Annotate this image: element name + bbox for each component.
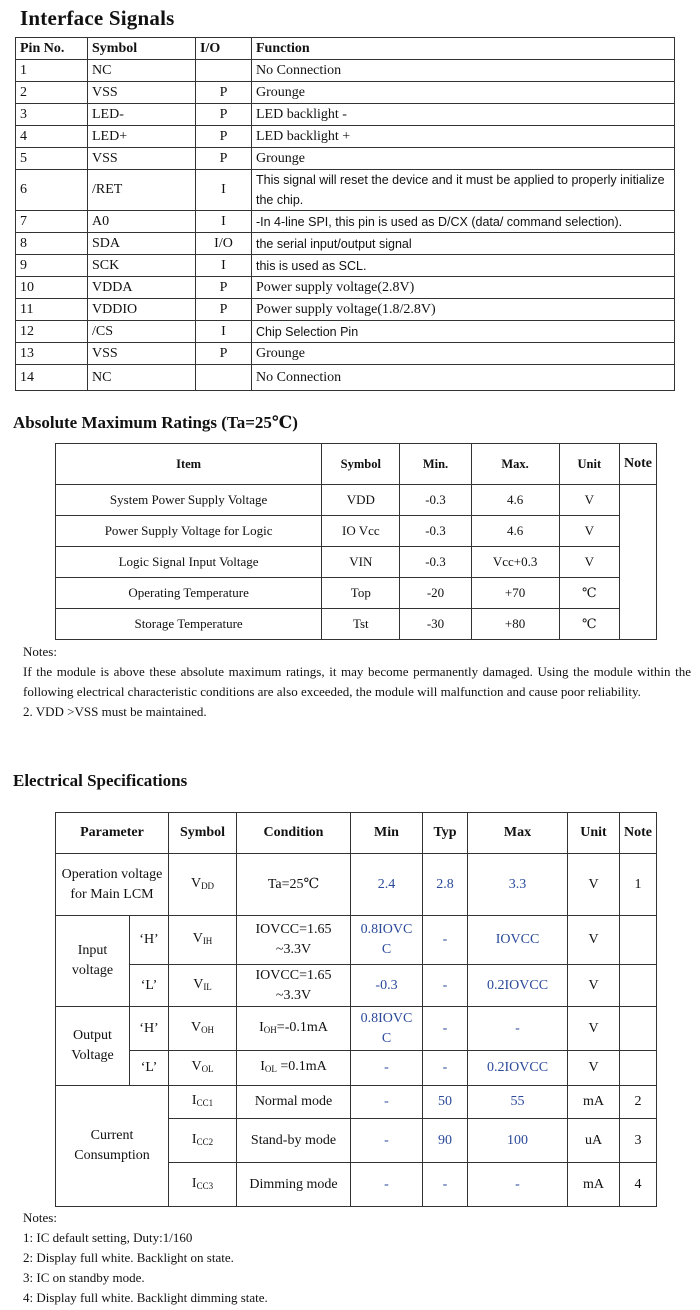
level-tag: ‘L’ bbox=[130, 1051, 169, 1086]
io-cell bbox=[196, 60, 252, 82]
note-cell bbox=[620, 1051, 657, 1086]
col-header-max: Max. bbox=[471, 444, 559, 485]
max-cell: 0.2IOVCC bbox=[468, 965, 568, 1007]
io-cell: I bbox=[196, 211, 252, 233]
min-cell: -0.3 bbox=[351, 965, 423, 1007]
condition-cell: $I_{OH}=-0.1mA$ bbox=[237, 1007, 351, 1051]
io-cell: P bbox=[196, 104, 252, 126]
unit-cell: mA bbox=[568, 1086, 620, 1119]
level-tag: ‘H’ bbox=[130, 916, 169, 965]
min-cell: - bbox=[351, 1163, 423, 1207]
pin-cell: 11 bbox=[16, 299, 88, 321]
table-header-row bbox=[56, 813, 657, 854]
min-cell: - bbox=[351, 1051, 423, 1086]
table-row bbox=[16, 233, 675, 255]
function-cell: Grounge bbox=[252, 343, 675, 365]
symbol-cell: SCK bbox=[88, 255, 196, 277]
condition-cell: Stand-by mode bbox=[237, 1119, 351, 1163]
symbol-cell: Top bbox=[322, 578, 400, 609]
io-cell: P bbox=[196, 82, 252, 104]
io-cell: I bbox=[196, 321, 252, 343]
electrical-specs-title: Electrical Specifications bbox=[13, 771, 188, 790]
function-cell: this is used as SCL. bbox=[252, 255, 675, 277]
typ-cell: - bbox=[423, 965, 468, 1007]
condition-cell: $I_{OL} =0.1mA$ bbox=[237, 1051, 351, 1086]
function-cell: LED backlight + bbox=[252, 126, 675, 148]
function-cell: This signal will reset the device and it must be applied to properly initialize the chip. bbox=[252, 170, 675, 211]
function-cell: -In 4-line SPI, this pin is used as D/CX (data/ command selection). bbox=[252, 211, 675, 233]
function-cell: the serial input/output signal bbox=[252, 233, 675, 255]
symbol-cell: $V_{IL}$ bbox=[169, 965, 237, 1007]
table-row-operation bbox=[56, 854, 657, 916]
typ-cell: - bbox=[423, 1007, 468, 1051]
symbol-cell: $I_{CC2}$ bbox=[169, 1119, 237, 1163]
level-tag: ‘L’ bbox=[130, 965, 169, 1007]
unit-cell: V bbox=[559, 516, 619, 547]
unit-cell: V bbox=[568, 916, 620, 965]
col-header-unit: Unit bbox=[559, 444, 619, 485]
unit-cell: ℃ bbox=[559, 578, 619, 609]
pin-cell: 13 bbox=[16, 343, 88, 365]
col-header-io: I/O bbox=[196, 38, 252, 60]
min-cell: - bbox=[351, 1086, 423, 1119]
col-header-symbol: Symbol bbox=[322, 444, 400, 485]
interface-signals-title: Interface Signals bbox=[20, 6, 175, 30]
max-cell: +80 bbox=[471, 609, 559, 640]
symbol-cell: VSS bbox=[88, 82, 196, 104]
io-cell: P bbox=[196, 299, 252, 321]
note-cell: 3 bbox=[620, 1119, 657, 1163]
note-text: 4: Display full white. Backlight dimming state. bbox=[23, 1290, 268, 1305]
condition-cell: Dimming mode bbox=[237, 1163, 351, 1207]
max-cell: 55 bbox=[468, 1086, 568, 1119]
symbol-cell: NC bbox=[88, 365, 196, 391]
note-cell bbox=[620, 965, 657, 1007]
function-cell: Chip Selection Pin bbox=[252, 321, 675, 343]
min-cell: 2.4 bbox=[351, 854, 423, 916]
item-cell: Power Supply Voltage for Logic bbox=[56, 516, 322, 547]
max-cell: +70 bbox=[471, 578, 559, 609]
symbol-cell: VSS bbox=[88, 343, 196, 365]
pin-cell: 8 bbox=[16, 233, 88, 255]
symbol-cell: VDD bbox=[322, 485, 400, 516]
table-row bbox=[16, 321, 675, 343]
symbol-cell: SDA bbox=[88, 233, 196, 255]
param-current-consumption: Current Consumption bbox=[56, 1086, 169, 1207]
max-cell: 0.2IOVCC bbox=[468, 1051, 568, 1086]
table-header-row bbox=[56, 444, 657, 485]
param-output-voltage: Output Voltage bbox=[56, 1007, 130, 1086]
col-header-unit: Unit bbox=[568, 813, 620, 854]
pin-cell: 5 bbox=[16, 148, 88, 170]
symbol-cell: IO Vcc bbox=[322, 516, 400, 547]
electrical-specs-table bbox=[55, 812, 657, 1207]
table-row-input-h bbox=[56, 916, 657, 965]
function-cell: Grounge bbox=[252, 148, 675, 170]
note-text: If the module is above these absolute maximum ratings, it may become permanently damaged. Using the module within the following electrical characteristic conditions are also exceeded, the module will malfunction and cause poor reliability. bbox=[23, 664, 691, 699]
item-cell: Logic Signal Input Voltage bbox=[56, 547, 322, 578]
note-cell bbox=[620, 485, 657, 640]
note-cell: 4 bbox=[620, 1163, 657, 1207]
condition-cell: Ta=25℃ bbox=[237, 854, 351, 916]
max-cell: - bbox=[468, 1007, 568, 1051]
level-tag: ‘H’ bbox=[130, 1007, 169, 1051]
note-cell bbox=[620, 916, 657, 965]
symbol-cell: /CS bbox=[88, 321, 196, 343]
note-cell: 1 bbox=[620, 854, 657, 916]
condition-cell: IOVCC=1.65 ~3.3V bbox=[237, 916, 351, 965]
min-cell: 0.8IOVC C bbox=[351, 916, 423, 965]
max-cell: 4.6 bbox=[471, 485, 559, 516]
note-text: 2: Display full white. Backlight on state. bbox=[23, 1250, 234, 1265]
function-cell: LED backlight - bbox=[252, 104, 675, 126]
max-cell: Vcc+0.3 bbox=[471, 547, 559, 578]
min-cell: -20 bbox=[400, 578, 471, 609]
io-cell: I bbox=[196, 255, 252, 277]
symbol-cell: $V_{IH}$ bbox=[169, 916, 237, 965]
io-cell: P bbox=[196, 126, 252, 148]
io-cell bbox=[196, 365, 252, 391]
condition-cell: IOVCC=1.65 ~3.3V bbox=[237, 965, 351, 1007]
table-row bbox=[16, 365, 675, 391]
unit-cell: V bbox=[568, 1007, 620, 1051]
col-header-symbol: Symbol bbox=[88, 38, 196, 60]
unit-cell: V bbox=[568, 854, 620, 916]
symbol-cell: /RET bbox=[88, 170, 196, 211]
unit-cell: V bbox=[559, 547, 619, 578]
io-cell: P bbox=[196, 343, 252, 365]
note-text: 1: IC default setting, Duty:1/160 bbox=[23, 1230, 193, 1245]
min-cell: -0.3 bbox=[400, 485, 471, 516]
abs-max-table bbox=[55, 443, 657, 640]
col-header-symbol: Symbol bbox=[169, 813, 237, 854]
col-header-condition: Condition bbox=[237, 813, 351, 854]
table-row bbox=[16, 170, 675, 211]
typ-cell: 90 bbox=[423, 1119, 468, 1163]
table-row bbox=[16, 255, 675, 277]
typ-cell: 2.8 bbox=[423, 854, 468, 916]
function-cell: Power supply voltage(2.8V) bbox=[252, 277, 675, 299]
min-cell: - bbox=[351, 1119, 423, 1163]
symbol-cell: LED+ bbox=[88, 126, 196, 148]
unit-cell: uA bbox=[568, 1119, 620, 1163]
note-cell: 2 bbox=[620, 1086, 657, 1119]
max-cell: 4.6 bbox=[471, 516, 559, 547]
symbol-cell: $V_{OH}$ bbox=[169, 1007, 237, 1051]
symbol-cell: LED- bbox=[88, 104, 196, 126]
abs-max-title: Absolute Maximum Ratings (Ta=25℃) bbox=[13, 413, 298, 432]
typ-cell: - bbox=[423, 1163, 468, 1207]
table-row bbox=[56, 516, 657, 547]
notes-label: Notes: bbox=[23, 1210, 57, 1225]
function-cell: No Connection bbox=[252, 365, 675, 391]
max-cell: 100 bbox=[468, 1119, 568, 1163]
io-cell: P bbox=[196, 277, 252, 299]
col-header-item: Item bbox=[56, 444, 322, 485]
note-cell bbox=[620, 1007, 657, 1051]
symbol-cell: $V_{DD}$ bbox=[169, 854, 237, 916]
typ-cell: - bbox=[423, 1051, 468, 1086]
pin-cell: 7 bbox=[16, 211, 88, 233]
pin-cell: 2 bbox=[16, 82, 88, 104]
item-cell: Operating Temperature bbox=[56, 578, 322, 609]
col-header-parameter: Parameter bbox=[56, 813, 169, 854]
param-input-voltage: Input voltage bbox=[56, 916, 130, 1007]
symbol-cell: $V_{OL}$ bbox=[169, 1051, 237, 1086]
max-cell: IOVCC bbox=[468, 916, 568, 965]
function-cell: Power supply voltage(1.8/2.8V) bbox=[252, 299, 675, 321]
col-header-min: Min bbox=[351, 813, 423, 854]
max-cell: - bbox=[468, 1163, 568, 1207]
unit-cell: mA bbox=[568, 1163, 620, 1207]
col-header-min: Min. bbox=[400, 444, 471, 485]
electrical-notes bbox=[23, 1208, 691, 1308]
table-row bbox=[16, 126, 675, 148]
condition-cell: Normal mode bbox=[237, 1086, 351, 1119]
note-text: 3: IC on standby mode. bbox=[23, 1270, 145, 1285]
table-row bbox=[16, 60, 675, 82]
pin-cell: 4 bbox=[16, 126, 88, 148]
item-cell: System Power Supply Voltage bbox=[56, 485, 322, 516]
col-header-max: Max bbox=[468, 813, 568, 854]
symbol-cell: VDDA bbox=[88, 277, 196, 299]
typ-cell: 50 bbox=[423, 1086, 468, 1119]
symbol-cell: VIN bbox=[322, 547, 400, 578]
pin-cell: 14 bbox=[16, 365, 88, 391]
table-row bbox=[16, 343, 675, 365]
note-text: 2. VDD >VSS must be maintained. bbox=[23, 704, 207, 719]
min-cell: 0.8IOVC C bbox=[351, 1007, 423, 1051]
pin-cell: 12 bbox=[16, 321, 88, 343]
table-row bbox=[56, 547, 657, 578]
notes-label: Notes: bbox=[23, 644, 57, 659]
min-cell: -30 bbox=[400, 609, 471, 640]
function-cell: Grounge bbox=[252, 82, 675, 104]
pin-cell: 10 bbox=[16, 277, 88, 299]
unit-cell: V bbox=[568, 1051, 620, 1086]
function-cell: No Connection bbox=[252, 60, 675, 82]
table-row bbox=[16, 82, 675, 104]
table-row bbox=[56, 609, 657, 640]
table-row-input-l bbox=[56, 965, 657, 1007]
col-header-typ: Typ bbox=[423, 813, 468, 854]
unit-cell: V bbox=[559, 485, 619, 516]
symbol-cell: $I_{CC3}$ bbox=[169, 1163, 237, 1207]
col-header-function: Function bbox=[252, 38, 675, 60]
table-row bbox=[16, 299, 675, 321]
pin-cell: 9 bbox=[16, 255, 88, 277]
table-row bbox=[16, 148, 675, 170]
min-cell: -0.3 bbox=[400, 547, 471, 578]
io-cell: P bbox=[196, 148, 252, 170]
io-cell: I bbox=[196, 170, 252, 211]
table-row-current-1 bbox=[56, 1086, 657, 1119]
col-header-note: Note bbox=[620, 813, 657, 854]
io-cell: I/O bbox=[196, 233, 252, 255]
abs-max-notes bbox=[23, 642, 691, 722]
symbol-cell: A0 bbox=[88, 211, 196, 233]
symbol-cell: Tst bbox=[322, 609, 400, 640]
symbol-cell: $I_{CC1}$ bbox=[169, 1086, 237, 1119]
table-row-output-l bbox=[56, 1051, 657, 1086]
item-cell: Storage Temperature bbox=[56, 609, 322, 640]
unit-cell: ℃ bbox=[559, 609, 619, 640]
table-header-row bbox=[16, 38, 675, 60]
max-cell: 3.3 bbox=[468, 854, 568, 916]
pin-cell: 6 bbox=[16, 170, 88, 211]
table-row bbox=[16, 104, 675, 126]
col-header-note: Note bbox=[620, 444, 657, 485]
unit-cell: V bbox=[568, 965, 620, 1007]
symbol-cell: VDDIO bbox=[88, 299, 196, 321]
typ-cell: - bbox=[423, 916, 468, 965]
interface-signals-table bbox=[15, 37, 675, 391]
pin-cell: 1 bbox=[16, 60, 88, 82]
symbol-cell: VSS bbox=[88, 148, 196, 170]
pin-cell: 3 bbox=[16, 104, 88, 126]
param-operation: Operation voltage for Main LCM bbox=[56, 854, 169, 916]
table-row-output-h bbox=[56, 1007, 657, 1051]
col-header-pin: Pin No. bbox=[16, 38, 88, 60]
symbol-cell: NC bbox=[88, 60, 196, 82]
table-row bbox=[16, 211, 675, 233]
table-row bbox=[56, 578, 657, 609]
table-row bbox=[56, 485, 657, 516]
table-row bbox=[16, 277, 675, 299]
min-cell: -0.3 bbox=[400, 516, 471, 547]
